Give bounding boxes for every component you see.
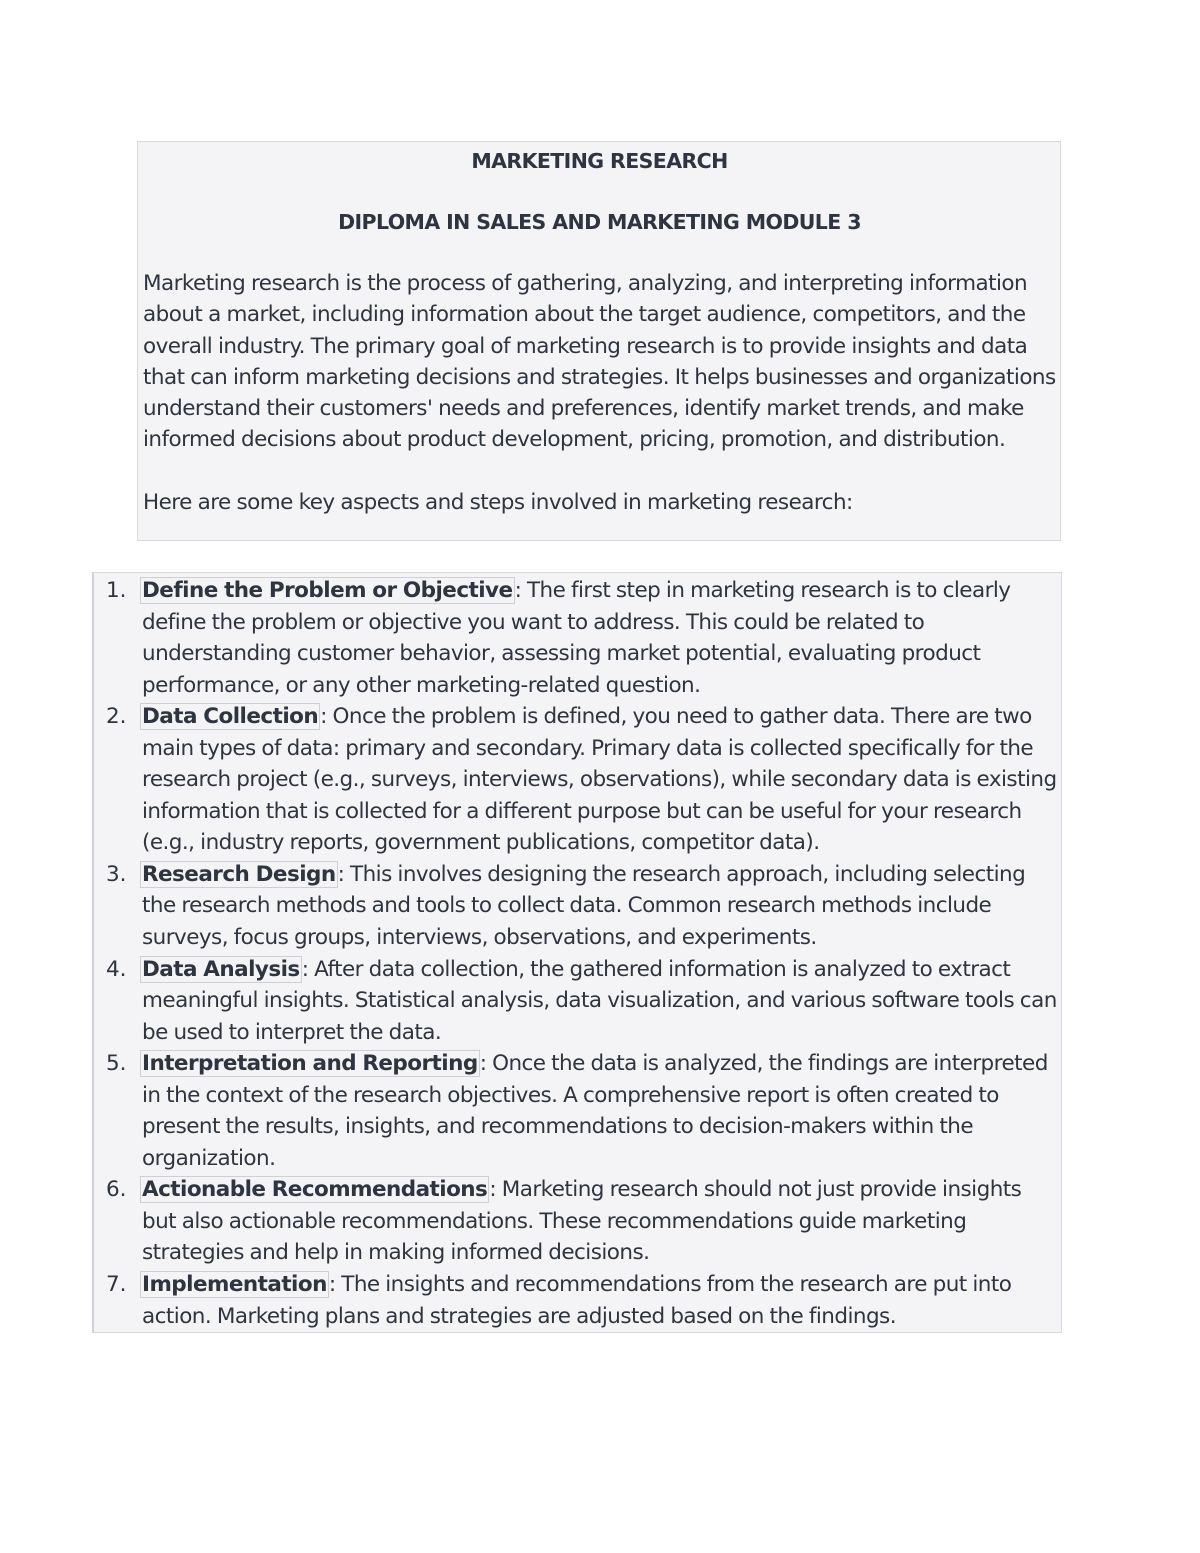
step-number: 7.	[106, 1272, 127, 1298]
step-term: Data Analysis	[142, 956, 300, 982]
step-description: : Marketing research should not just provide insights but also actionable recommendations. These recommendations guide marketing strategies and help in making informed decisions.	[142, 1177, 1022, 1266]
list-item	[94, 1174, 1061, 1269]
step-number: 2.	[106, 704, 127, 730]
intro-paragraph: Marketing research is the process of gathering, analyzing, and interpreting information about a market, including information about the target audience, competitors, and the overall industry. The primary goal of marketing research is to provide insights and data that can inform marketing decisions and strategies. It helps businesses and organizations understand their customers' needs and preferences, identify market trends, and make informed decisions about product development, pricing, promotion, and distribution.	[143, 271, 1056, 453]
step-number: 1.	[106, 578, 127, 603]
step-number: 4.	[106, 956, 127, 982]
step-term: Research Design	[142, 861, 336, 887]
intro-section	[137, 141, 1061, 541]
steps-lead-in: Here are some key aspects and steps involved in marketing research:	[143, 489, 853, 515]
step-number: 6.	[106, 1177, 127, 1203]
list-item	[94, 701, 1061, 859]
list-item	[94, 1048, 1061, 1174]
list-item	[94, 575, 1061, 701]
document-subtitle: DIPLOMA IN SALES AND MARKETING MODULE 3	[338, 210, 861, 234]
step-term: Actionable Recommendations	[142, 1177, 488, 1203]
list-item	[94, 859, 1061, 954]
document-title: MARKETING RESEARCH	[471, 149, 728, 173]
step-term: Data Collection	[142, 704, 319, 730]
list-item	[94, 954, 1061, 1049]
step-term: Define the Problem or Objective	[142, 578, 513, 603]
steps-section	[92, 572, 1062, 1333]
step-description: : Once the data is analyzed, the findings are interpreted in the context of the research objectives. A comprehensive report is often created to present the results, insights, and recommendations to decision-makers within the organization.	[142, 1051, 1048, 1171]
step-term: Implementation	[142, 1272, 327, 1298]
step-description: : This involves designing the research approach, including selecting the research methods and tools to collect data. Common research methods include surveys, focus groups, interviews, observations, and experiments.	[142, 861, 1026, 951]
step-term: Interpretation and Reporting	[142, 1051, 478, 1077]
list-item	[94, 1269, 1061, 1332]
steps-list	[94, 575, 1061, 1332]
step-number: 3.	[106, 861, 127, 887]
step-description: : The first step in marketing research is to clearly define the problem or objective you want to address. This could be related to understanding customer behavior, assessing market potential, evaluating product performance, or any other marketing-related question.	[142, 578, 1011, 698]
step-number: 5.	[106, 1051, 127, 1077]
step-description: : After data collection, the gathered information is analyzed to extract meaningful insights. Statistical analysis, data visualization, and various software tools can be used to interpret the data.	[142, 956, 1057, 1045]
step-description: : Once the problem is defined, you need to gather data. There are two main types of data: primary and secondary. Primary data is collected specifically for the research project (e.g., surveys, interviews, observations), while secondary data is existing information that is collected for a different purpose but can be useful for your research (e.g., industry reports, government publications, competitor data).	[142, 704, 1057, 856]
step-description: : The insights and recommendations from the research are put into action. Marketing plans and strategies are adjusted based on the findings.	[142, 1272, 1012, 1329]
